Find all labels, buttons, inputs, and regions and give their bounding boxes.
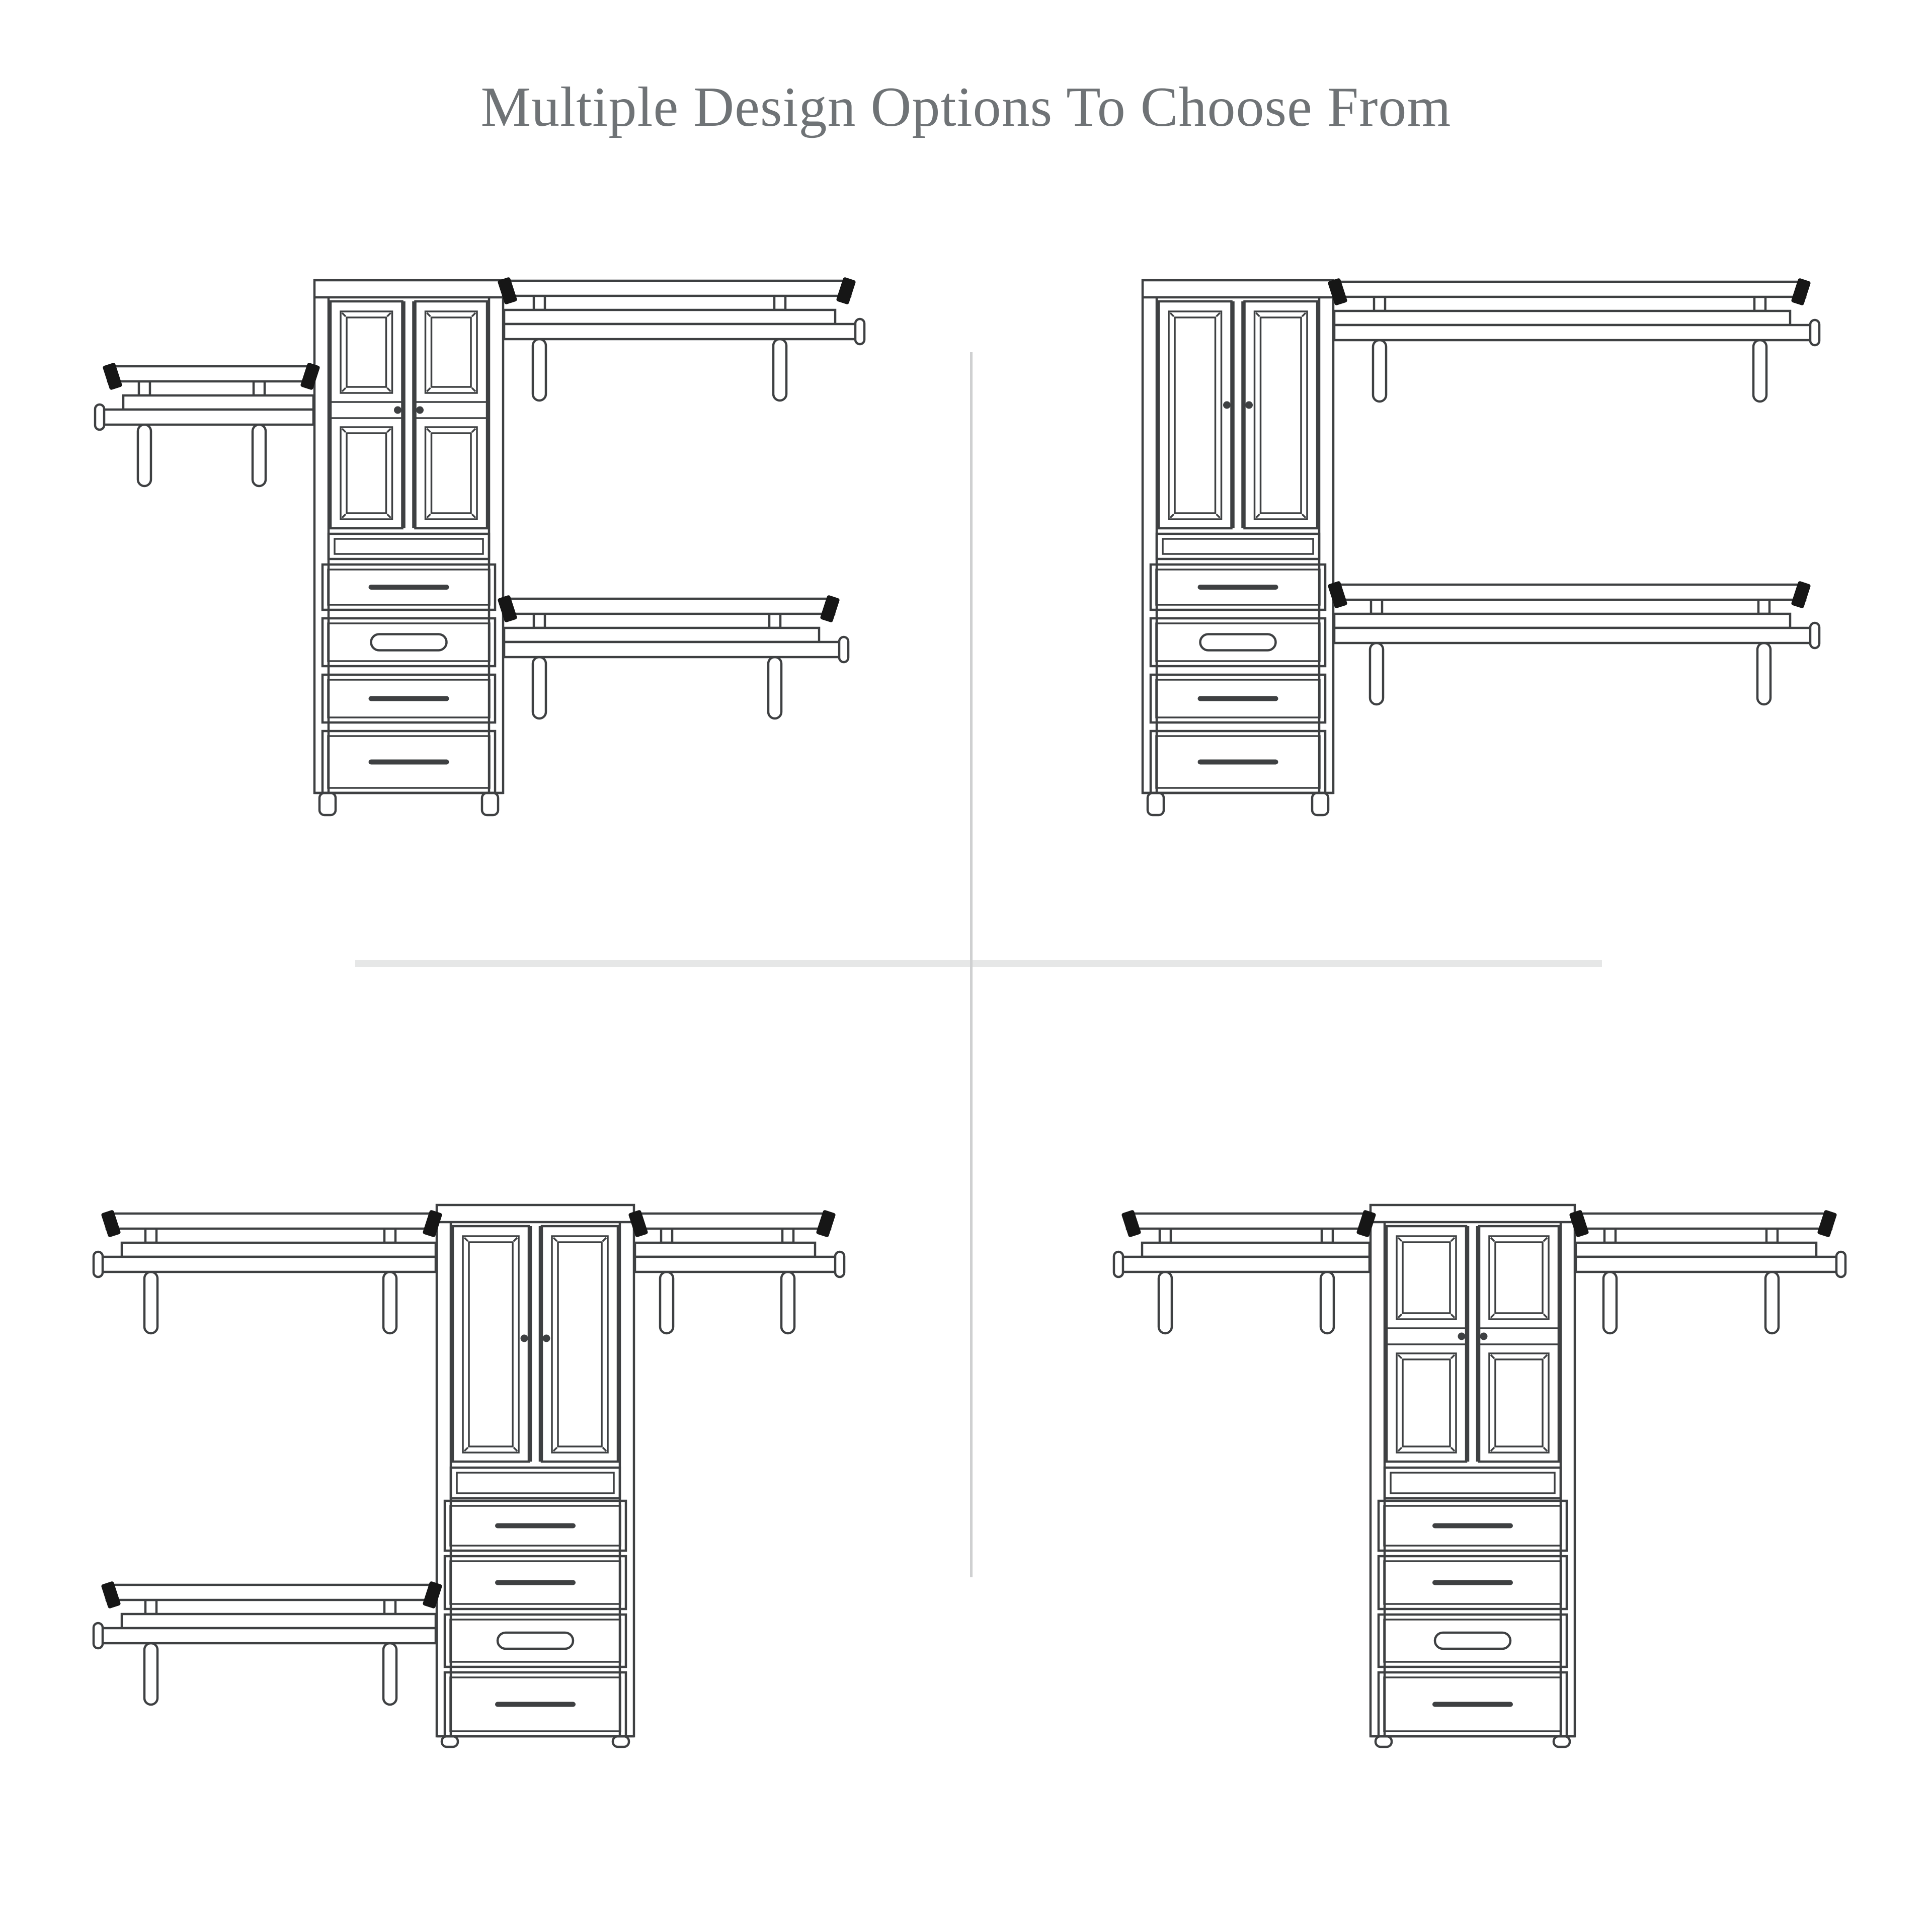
support-bracket-hook <box>138 425 151 486</box>
support-bracket-hook <box>781 1272 794 1333</box>
hang-rod <box>1334 628 1813 643</box>
rod-end-cap <box>835 1252 844 1277</box>
design-option-1 <box>95 277 864 815</box>
shelf-rod-unit <box>634 1214 844 1333</box>
drawer-bar-handle <box>1198 696 1278 701</box>
hang-rod <box>99 1257 436 1272</box>
door-knob <box>1458 1333 1466 1340</box>
tower-unit <box>437 1205 634 1747</box>
closet-shelf <box>503 599 834 614</box>
closet-shelf <box>107 1214 437 1229</box>
drawer-bar-handle <box>1432 1580 1513 1585</box>
drawer-pill-handle <box>1435 1633 1510 1649</box>
rod-end-cap <box>1810 623 1819 648</box>
shelf-rod-unit <box>95 366 314 486</box>
support-bracket-hook <box>144 1643 157 1705</box>
shelf-rod-unit <box>503 599 848 718</box>
tower-unit <box>1371 1205 1575 1747</box>
support-bracket-hook <box>533 657 546 718</box>
drawer-bar-handle <box>495 1580 576 1585</box>
design-option-4 <box>1114 1205 1845 1747</box>
support-bracket-hook <box>1603 1272 1617 1333</box>
shelf-rod-unit <box>1575 1214 1845 1333</box>
door-knob <box>521 1335 528 1342</box>
hang-rod <box>1119 1257 1370 1272</box>
door-knob <box>416 407 424 414</box>
shelf-rod-unit <box>1333 282 1819 401</box>
design-option-3 <box>94 1205 844 1747</box>
rod-end-cap <box>1836 1252 1845 1277</box>
closet-shelf <box>1333 282 1805 297</box>
support-bracket-hook <box>1370 643 1383 704</box>
hang-rod <box>1334 325 1813 340</box>
hang-rod <box>504 324 858 339</box>
drawer-bar-handle <box>495 1523 576 1528</box>
closet-shelf <box>107 1585 437 1600</box>
drawer-bar-handle <box>1432 1523 1513 1528</box>
closet-shelf <box>1127 1214 1371 1229</box>
drawer-bar-handle <box>369 760 449 765</box>
rod-end-cap <box>95 405 104 430</box>
door-knob <box>1223 401 1231 409</box>
support-bracket-hook <box>660 1272 673 1333</box>
door-knob <box>543 1335 550 1342</box>
shelf-rod-unit <box>94 1585 437 1705</box>
closet-shelf <box>1575 1214 1831 1229</box>
rod-end-cap <box>1114 1252 1123 1277</box>
support-bracket-hook <box>1757 643 1770 704</box>
hang-rod <box>99 1628 436 1643</box>
rod-end-cap <box>94 1252 103 1277</box>
support-bracket-hook <box>1765 1272 1779 1333</box>
closet-shelf <box>634 1214 830 1229</box>
hang-rod <box>635 1257 838 1272</box>
closet-shelf <box>503 281 850 296</box>
drawer-bar-handle <box>369 585 449 590</box>
support-bracket-hook <box>773 339 786 400</box>
shelf-rod-unit <box>1333 585 1819 704</box>
shelf-rod-unit <box>503 281 864 400</box>
divider-horizontal <box>355 960 1602 967</box>
drawer-pill-handle <box>371 634 447 651</box>
design-option-2 <box>1143 278 1819 815</box>
support-bracket-hook <box>253 425 266 486</box>
rod-end-cap <box>855 319 864 344</box>
support-bracket-hook <box>768 657 781 718</box>
shelf-rod-unit <box>1114 1214 1371 1333</box>
support-bracket-hook <box>1159 1272 1172 1333</box>
rod-end-cap <box>839 637 848 662</box>
support-bracket-hook <box>383 1272 396 1333</box>
support-bracket-hook <box>1753 340 1766 401</box>
tower-unit <box>1143 280 1333 815</box>
support-bracket-hook <box>144 1272 157 1333</box>
drawer-pill-handle <box>498 1633 573 1649</box>
door-knob <box>394 407 401 414</box>
hang-rod <box>100 410 313 425</box>
tower-unit <box>314 280 503 815</box>
door-knob <box>1480 1333 1488 1340</box>
drawer-bar-handle <box>1198 760 1278 765</box>
hang-rod <box>504 642 842 657</box>
door-knob <box>1245 401 1253 409</box>
support-bracket-hook <box>533 339 546 400</box>
hang-rod <box>1576 1257 1839 1272</box>
support-bracket-hook <box>1373 340 1386 401</box>
divider-vertical <box>970 352 973 1577</box>
page-title: Multiple Design Options To Choose From <box>480 76 1452 139</box>
closet-shelf <box>1333 585 1805 600</box>
drawer-bar-handle <box>1198 585 1278 590</box>
drawer-bar-handle <box>495 1702 576 1707</box>
rod-end-cap <box>94 1623 103 1648</box>
drawer-bar-handle <box>1432 1702 1513 1707</box>
shelf-rod-unit <box>94 1214 437 1333</box>
support-bracket-hook <box>1321 1272 1334 1333</box>
support-bracket-hook <box>383 1643 396 1705</box>
closet-shelf <box>108 366 314 381</box>
rod-end-cap <box>1810 320 1819 345</box>
drawer-bar-handle <box>369 696 449 701</box>
drawer-pill-handle <box>1200 634 1276 651</box>
